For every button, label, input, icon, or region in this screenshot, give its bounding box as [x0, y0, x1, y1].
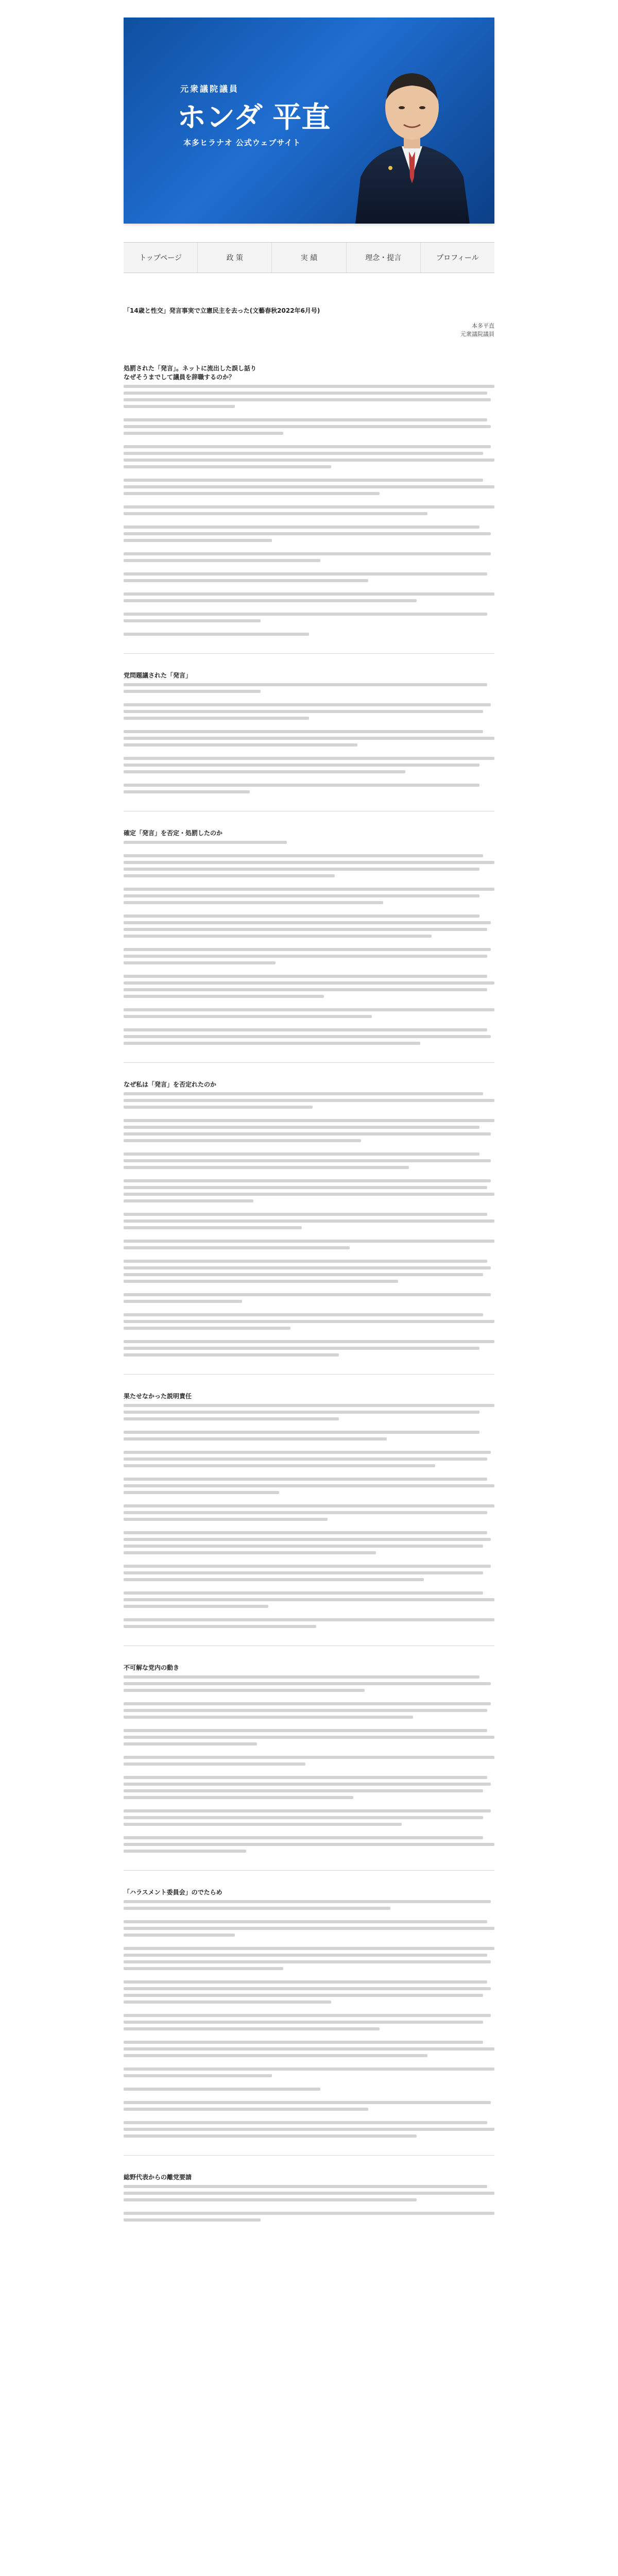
paragraph — [124, 1618, 494, 1628]
text-line — [124, 961, 276, 964]
paragraph — [124, 914, 494, 938]
text-line — [124, 1742, 257, 1745]
text-line — [124, 1166, 409, 1169]
paragraph — [124, 1947, 494, 1970]
main-container — [124, 18, 494, 2222]
text-line — [124, 1417, 339, 1420]
main-nav — [124, 242, 494, 273]
text-line — [124, 2101, 491, 2104]
paragraph — [124, 2212, 494, 2222]
text-line — [124, 485, 494, 488]
paragraph — [124, 841, 494, 844]
section-heading: 処罰された「発言」。ネットに流出した誤し話り なぜそうまでして議員を辞職するのか？ — [124, 365, 257, 381]
text-line — [124, 1280, 398, 1283]
paragraph — [124, 505, 494, 515]
paragraph — [124, 592, 494, 602]
section-heading: なぜ私は「発言」を否定れたのか — [124, 1081, 217, 1088]
text-line — [124, 1246, 350, 1249]
text-line — [124, 1431, 479, 1434]
paragraph — [124, 572, 494, 582]
header-role: 元衆議院議員 — [180, 84, 239, 94]
paragraph — [124, 730, 494, 747]
paragraph — [124, 1504, 494, 1521]
paragraph — [124, 2101, 494, 2111]
text-line — [124, 854, 483, 857]
text-line — [124, 935, 432, 938]
paragraph — [124, 1756, 494, 1766]
text-line — [124, 1484, 494, 1487]
paragraph — [124, 1179, 494, 1202]
section-divider — [124, 1062, 494, 1063]
text-line — [124, 683, 487, 686]
text-line — [124, 928, 487, 931]
text-line — [124, 1106, 313, 1109]
text-line — [124, 405, 235, 408]
text-line — [124, 1213, 487, 1216]
nav-achievements[interactable]: 実 績 — [271, 243, 346, 273]
paragraph — [124, 757, 494, 773]
section-divider — [124, 1374, 494, 1375]
author-role: 元衆議院議員 — [460, 331, 494, 337]
paragraph — [124, 445, 494, 468]
paragraph — [124, 1240, 494, 1249]
paragraph — [124, 1702, 494, 1719]
paragraph — [124, 1293, 494, 1303]
text-line — [124, 1960, 491, 1963]
paragraph — [124, 1776, 494, 1799]
text-line — [124, 1320, 494, 1323]
text-line — [124, 1518, 328, 1521]
text-line — [124, 948, 491, 951]
text-line — [124, 1179, 491, 1182]
text-line — [124, 2212, 494, 2215]
text-line — [124, 392, 487, 395]
text-line — [124, 1300, 242, 1303]
header-name: ホンダ 平直 — [177, 100, 331, 134]
text-line — [124, 1226, 302, 1229]
text-line — [124, 1716, 413, 1719]
text-line — [124, 861, 494, 864]
article-meta — [124, 322, 494, 338]
paragraph — [124, 1920, 494, 1937]
text-line — [124, 2088, 320, 2091]
text-line — [124, 1994, 483, 1997]
text-line — [124, 1139, 361, 1142]
text-line — [124, 914, 479, 918]
text-line — [124, 2054, 427, 2057]
text-line — [124, 901, 383, 904]
text-line — [124, 1327, 290, 1330]
text-line — [124, 1260, 487, 1263]
text-line — [124, 1729, 487, 1732]
paragraph — [124, 1565, 494, 1581]
paragraph — [124, 2014, 494, 2030]
text-line — [124, 1313, 483, 1316]
text-line — [124, 1954, 487, 1957]
text-line — [124, 1591, 483, 1595]
text-line — [124, 737, 494, 740]
paragraph — [124, 418, 494, 435]
paragraph — [124, 854, 494, 877]
text-line — [124, 1099, 494, 1102]
text-line — [124, 1709, 487, 1712]
header-site-title: 本多ヒラナオ 公式ウェブサイト — [183, 138, 301, 147]
paragraph — [124, 1028, 494, 1045]
text-line — [124, 1947, 494, 1950]
paragraph — [124, 1008, 494, 1018]
section-heading: 「ハラスメント委員会」のでたらめ — [124, 1889, 222, 1896]
text-line — [124, 1451, 491, 1454]
text-line — [124, 703, 491, 706]
text-line — [124, 1153, 479, 1156]
text-line — [124, 1458, 487, 1461]
paragraph — [124, 1900, 494, 1910]
paragraph — [124, 2088, 494, 2091]
text-line — [124, 1809, 491, 1812]
paragraph — [124, 1809, 494, 1826]
text-line — [124, 1464, 435, 1467]
text-line — [124, 613, 487, 616]
text-line — [124, 398, 491, 401]
paragraph — [124, 385, 494, 408]
text-line — [124, 921, 491, 924]
paragraph — [124, 784, 494, 793]
text-line — [124, 2134, 417, 2138]
paragraph — [124, 526, 494, 542]
text-line — [124, 2128, 494, 2131]
text-line — [124, 790, 250, 793]
text-line — [124, 1605, 268, 1608]
text-line — [124, 2047, 494, 2050]
section-heading: 不可解な党内の動き — [124, 1664, 180, 1671]
paragraph — [124, 1531, 494, 1554]
text-line — [124, 784, 479, 787]
text-line — [124, 1762, 305, 1766]
text-line — [124, 743, 357, 747]
text-line — [124, 2027, 380, 2030]
paragraph — [124, 1260, 494, 1283]
paragraph — [124, 1675, 494, 1692]
text-line — [124, 1199, 253, 1202]
text-line — [124, 572, 487, 575]
article-body — [124, 364, 494, 2222]
paragraph — [124, 1451, 494, 1467]
text-line — [124, 1545, 483, 1548]
text-line — [124, 1531, 487, 1534]
text-line — [124, 888, 494, 891]
text-line — [124, 1092, 483, 1095]
text-line — [124, 599, 417, 602]
section-heading: 総野代表からの離党要請 — [124, 2174, 192, 2181]
text-line — [124, 539, 272, 542]
text-line — [124, 770, 405, 773]
text-line — [124, 559, 320, 562]
text-line — [124, 1347, 479, 1350]
text-line — [124, 1035, 491, 1038]
text-line — [124, 1625, 316, 1628]
text-line — [124, 988, 487, 991]
section-divider — [124, 2155, 494, 2156]
text-line — [124, 1934, 235, 1937]
text-line — [124, 1789, 483, 1792]
text-line — [124, 479, 483, 482]
text-line — [124, 1126, 479, 1129]
article — [124, 273, 494, 2222]
paragraph — [124, 1980, 494, 2004]
text-line — [124, 445, 491, 448]
text-line — [124, 1736, 494, 1739]
text-line — [124, 981, 494, 985]
text-line — [124, 1015, 372, 1018]
text-line — [124, 1823, 402, 1826]
text-line — [124, 1538, 491, 1541]
text-line — [124, 1504, 494, 1507]
nav-profile[interactable]: プロフィール — [420, 243, 494, 273]
text-line — [124, 1219, 494, 1223]
paragraph — [124, 1153, 494, 1169]
text-line — [124, 710, 483, 713]
text-line — [124, 1491, 279, 1494]
text-line — [124, 385, 494, 388]
text-line — [124, 1689, 365, 1692]
text-line — [124, 894, 479, 897]
text-line — [124, 1240, 494, 1243]
paragraph — [124, 703, 494, 720]
text-line — [124, 432, 283, 435]
section-heading: 党問題議された「発言」 — [124, 672, 192, 679]
paragraph — [124, 633, 494, 636]
nav-top[interactable]: トップページ — [139, 254, 182, 262]
text-line — [124, 459, 494, 462]
text-line — [124, 1675, 479, 1679]
text-line — [124, 1159, 491, 1162]
text-line — [124, 1411, 479, 1414]
text-line — [124, 2198, 417, 2201]
article-title: 「14歳と性交」発言事実で立憲民主を去った(文藝春秋2022年6月号) — [124, 307, 320, 314]
text-line — [124, 2001, 331, 2004]
text-line — [124, 1353, 339, 1357]
text-line — [124, 505, 494, 509]
paragraph — [124, 1729, 494, 1745]
paragraph — [124, 1119, 494, 1142]
paragraph — [124, 948, 494, 964]
text-line — [124, 633, 309, 636]
text-line — [124, 1980, 487, 1984]
text-line — [124, 717, 309, 720]
text-line — [124, 2074, 272, 2077]
nav-policy[interactable]: 政 策 — [197, 243, 271, 273]
text-line — [124, 1266, 491, 1269]
text-line — [124, 1816, 483, 1819]
paragraph — [124, 1092, 494, 1109]
text-line — [124, 1598, 494, 1601]
text-line — [124, 1437, 387, 1440]
text-line — [124, 552, 491, 555]
text-line — [124, 1578, 424, 1581]
text-line — [124, 1478, 487, 1481]
paragraph — [124, 888, 494, 904]
text-line — [124, 1028, 487, 1031]
text-line — [124, 1042, 420, 1045]
text-line — [124, 2121, 487, 2124]
text-line — [124, 995, 324, 998]
section-heading: 果たせなかった説明責任 — [124, 1393, 192, 1400]
header-banner — [124, 18, 494, 224]
text-line — [124, 1404, 494, 1407]
text-line — [124, 2021, 483, 2024]
text-line — [124, 1186, 487, 1189]
text-line — [124, 532, 491, 535]
text-line — [124, 690, 261, 693]
text-line — [124, 1511, 487, 1514]
text-line — [124, 1987, 491, 1990]
text-line — [124, 526, 479, 529]
text-line — [124, 1967, 283, 1970]
text-line — [124, 2041, 483, 2044]
text-line — [124, 1836, 483, 1839]
paragraph — [124, 1313, 494, 1330]
section-divider — [124, 653, 494, 654]
text-line — [124, 1702, 491, 1705]
paragraph — [124, 1213, 494, 1229]
paragraph — [124, 552, 494, 562]
text-line — [124, 1850, 246, 1853]
paragraph — [124, 2121, 494, 2138]
text-line — [124, 975, 487, 978]
paragraph — [124, 2185, 494, 2201]
paragraph — [124, 1478, 494, 1494]
text-line — [124, 1776, 487, 1779]
text-line — [124, 757, 494, 760]
text-line — [124, 2067, 494, 2071]
text-line — [124, 1927, 494, 1930]
text-line — [124, 1900, 491, 1903]
text-line — [124, 1132, 491, 1136]
paragraph — [124, 683, 494, 693]
text-line — [124, 2014, 491, 2017]
text-line — [124, 452, 483, 455]
text-line — [124, 2108, 368, 2111]
text-line — [124, 619, 261, 622]
portrait-photo — [350, 48, 474, 224]
text-line — [124, 2218, 261, 2222]
paragraph — [124, 613, 494, 622]
text-line — [124, 1008, 494, 1011]
paragraph — [124, 975, 494, 998]
text-line — [124, 868, 479, 871]
text-line — [124, 2185, 487, 2188]
text-line — [124, 730, 483, 733]
text-line — [124, 425, 491, 428]
text-line — [124, 841, 287, 844]
text-line — [124, 1551, 376, 1554]
paragraph — [124, 1836, 494, 1853]
text-line — [124, 1920, 487, 1923]
paragraph — [124, 2041, 494, 2057]
text-line — [124, 1783, 491, 1786]
text-line — [124, 1565, 491, 1568]
text-line — [124, 592, 494, 596]
nav-philosophy[interactable]: 理念・提言 — [346, 243, 420, 273]
paragraph — [124, 1431, 494, 1440]
text-line — [124, 579, 368, 582]
text-line — [124, 1796, 353, 1799]
page — [0, 18, 618, 2576]
text-line — [124, 955, 487, 958]
text-line — [124, 1293, 491, 1296]
text-line — [124, 512, 427, 515]
text-line — [124, 874, 335, 877]
text-line — [124, 1756, 494, 1759]
text-line — [124, 418, 487, 421]
text-line — [124, 1193, 494, 1196]
text-line — [124, 1571, 483, 1574]
text-line — [124, 465, 331, 468]
text-line — [124, 492, 380, 495]
text-line — [124, 2192, 494, 2195]
section-heading: 確定「発言」を否定・処罰したのか — [124, 829, 223, 837]
paragraph — [124, 1591, 494, 1608]
text-line — [124, 1843, 494, 1846]
text-line — [124, 1119, 494, 1122]
paragraph — [124, 479, 494, 495]
paragraph — [124, 1404, 494, 1420]
author-name: 本多平直 — [472, 323, 494, 329]
paragraph — [124, 1340, 494, 1357]
text-line — [124, 764, 479, 767]
text-line — [124, 1682, 491, 1685]
section-divider — [124, 1870, 494, 1871]
text-line — [124, 1618, 494, 1621]
text-line — [124, 1907, 390, 1910]
text-line — [124, 1273, 483, 1276]
text-line — [124, 1340, 494, 1343]
paragraph — [124, 2067, 494, 2077]
